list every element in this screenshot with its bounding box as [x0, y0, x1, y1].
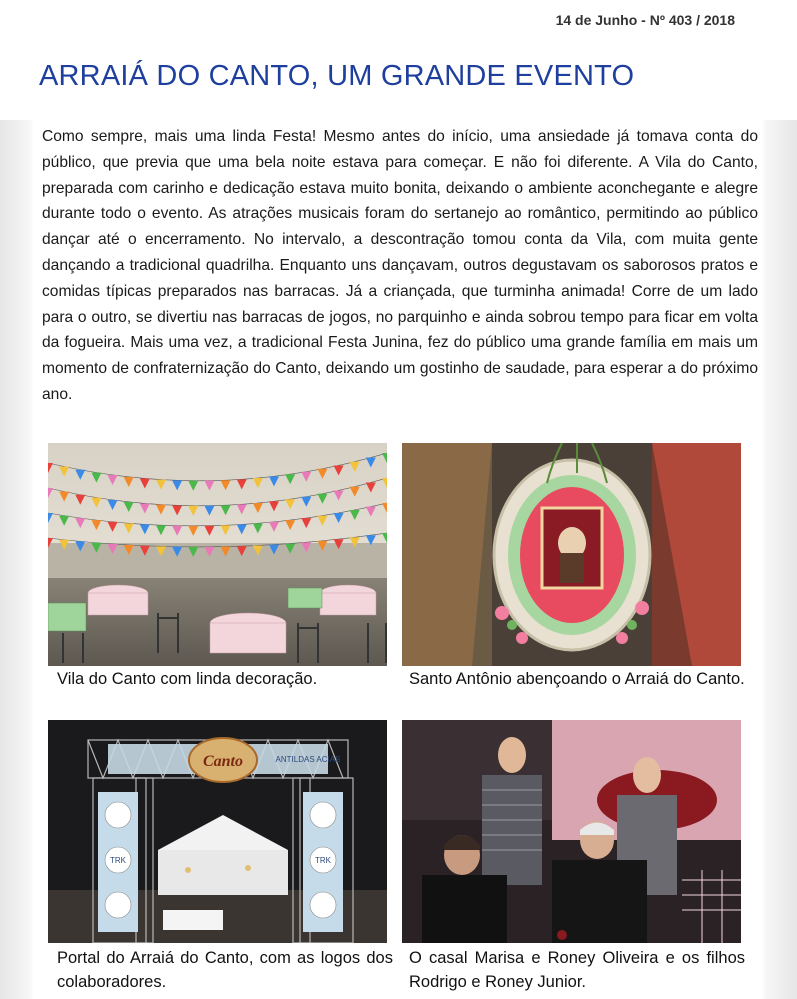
- article-body: Como sempre, mais uma linda Festa! Mesmo antes do início, uma ansiedade já tomava conta do público, que previa que uma bela noite estava para começar. E não foi diferente. A Vila do Canto, preparada com carinho e dedicação estava muito bonita, deixando o ambiente aconchegante e alegre durante todo o evento. As atrações musicais foram do sertanejo ao romântico, permitindo ao público dançar até o encerramento. No intervalo, a descontração tomou conta da Vila, com muita gente dançando a tradicional quadrilha. Enquanto uns dançavam, outros degustavam os saborosos pratos e comidas típicas preparados nas barracas. Já a criançada, que turminha animada! Corre de um lado para o outro, se divertiu nas barracas de jogos, no parquinho e ainda sobrou tempo para ficar em volta da fogueira. Mais uma vez, a tradicional Festa Junina, fez do público uma grande família em mais um momento de confraternização do Canto, deixando um gostinho de saudade, para esperar a do próximo ano.: [42, 128, 758, 403]
- caption-photo-1: Vila do Canto com linda decoração.: [57, 670, 318, 688]
- photo-vila-decoration: [48, 443, 387, 666]
- caption-photo-2: Santo Antônio abençoando o Arraiá do Canto.: [409, 670, 745, 688]
- photo-santo-antonio: [402, 443, 741, 666]
- caption-photo-3: Portal do Arraiá do Canto, com as logos dos colaboradores.: [57, 949, 393, 991]
- photo-portal: [48, 720, 387, 943]
- portal-logo-right: TRK: [315, 856, 331, 865]
- caption-photo-4: O casal Marisa e Roney Oliveira e os filhos Rodrigo e Roney Junior.: [409, 949, 745, 991]
- shrine-illustration: [402, 443, 741, 666]
- portal-logo-left: TRK: [110, 856, 126, 865]
- family-illustration: [402, 720, 741, 943]
- portal-side-text: ANTILDAS ACIAS: [275, 755, 341, 764]
- issue-date-number: 14 de Junho - Nº 403 / 2018: [555, 12, 735, 28]
- portal-illustration: [48, 720, 387, 943]
- article-title: ARRAIÁ DO CANTO, UM GRANDE EVENTO: [39, 60, 635, 92]
- photo-family: [402, 720, 741, 943]
- portal-arch-text: Canto: [202, 753, 244, 770]
- venue-illustration: [48, 443, 387, 666]
